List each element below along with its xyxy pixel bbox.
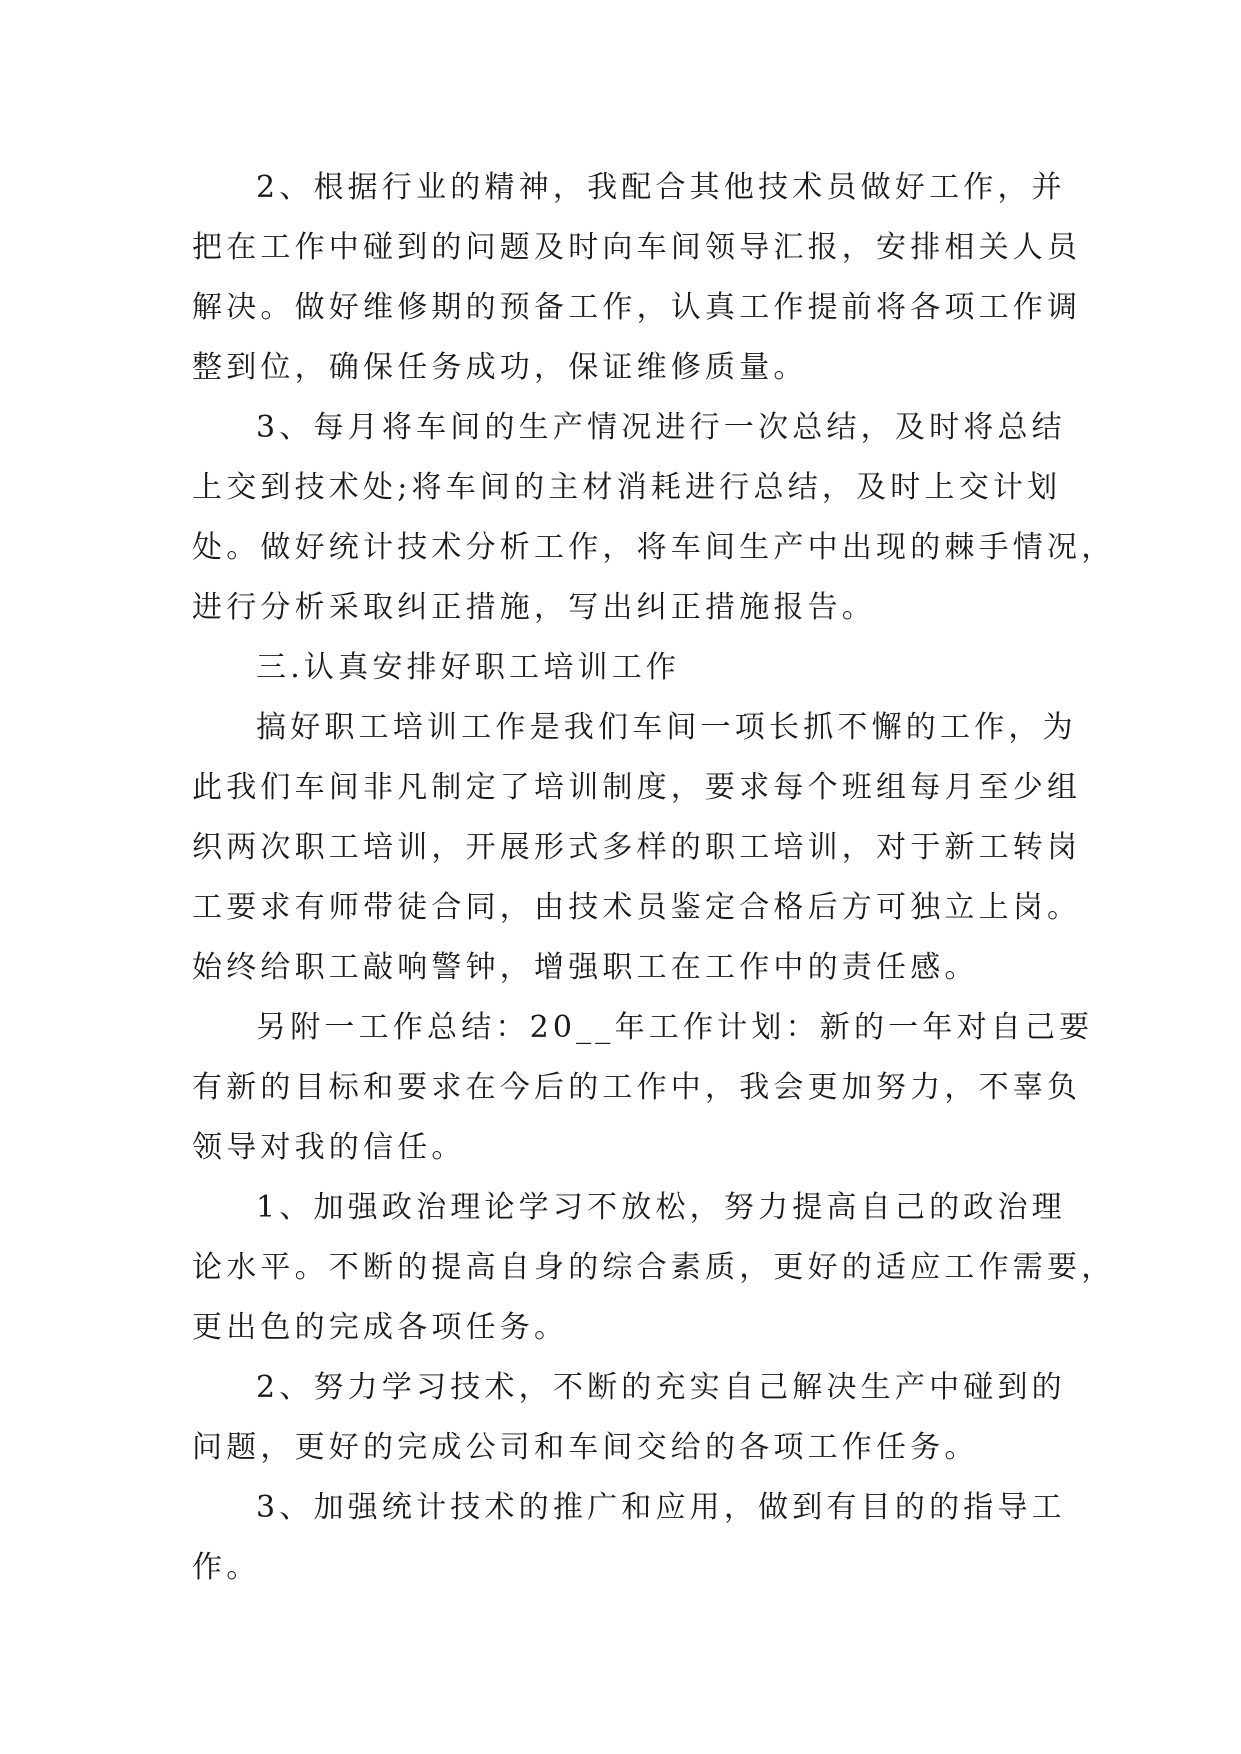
text-line: 论水平。不断的提高自身的综合素质，更好的适应工作需要， <box>192 1250 1116 1285</box>
text-line: 1、加强政治理论学习不放松，努力提高自己的政治理 <box>256 1190 1066 1225</box>
text-line: 问题，更好的完成公司和车间交给的各项工作任务。 <box>192 1430 979 1465</box>
text-line: 搞好职工培训工作是我们车间一项长抓不懈的工作，为 <box>256 710 1077 745</box>
paragraph-plan-item-3 <box>192 1478 1066 1598</box>
document-body <box>192 158 1116 1598</box>
text-line: 2、努力学习技术，不断的充实自己解决生产中碰到的 <box>256 1370 1066 1405</box>
paragraph-plan-item-2 <box>192 1358 1066 1478</box>
text-line: 进行分析采取纠正措施，写出纠正措施报告。 <box>192 590 876 625</box>
text-line: 2、根据行业的精神，我配合其他技术员做好工作，并 <box>256 170 1066 205</box>
text-line: 领导对我的信任。 <box>192 1130 466 1165</box>
text-line: 3、加强统计技术的推广和应用，做到有目的的指导工 <box>256 1490 1066 1525</box>
text-line: 上交到技术处;将车间的主材消耗进行总结，及时上交计划 <box>192 470 1062 505</box>
text-line: 织两次职工培训，开展形式多样的职工培训，对于新工转岗 <box>192 830 1082 865</box>
text-line: 把在工作中碰到的问题及时向车间领导汇报，安排相关人员 <box>192 230 1082 265</box>
text-line: 有新的目标和要求在今后的工作中，我会更加努力，不辜负 <box>192 1070 1082 1105</box>
paragraph-item-2-industry-spirit <box>192 158 1082 398</box>
text-line: 始终给职工敲响警钟，增强职工在工作中的责任感。 <box>192 950 979 985</box>
paragraph-plan-item-1 <box>192 1178 1116 1358</box>
section-heading-training <box>192 638 1054 698</box>
paragraph-appendix-plan <box>192 998 1094 1178</box>
text-line: 此我们车间非凡制定了培训制度，要求每个班组每月至少组 <box>192 770 1082 805</box>
text-line: 更出色的完成各项任务。 <box>192 1310 569 1345</box>
text-line: 另附一工作总结：20__年工作计划：新的一年对自己要 <box>256 1010 1094 1045</box>
paragraph-training <box>192 698 1082 998</box>
heading-line: 三.认真安排好职工培训工作 <box>256 650 681 685</box>
text-line: 整到位，确保任务成功，保证维修质量。 <box>192 350 808 385</box>
text-line: 作。 <box>192 1550 261 1585</box>
paragraph-item-3-monthly-summary <box>192 398 1116 638</box>
text-line: 处。做好统计技术分析工作，将车间生产中出现的棘手情况， <box>192 530 1116 565</box>
text-line: 解决。做好维修期的预备工作，认真工作提前将各项工作调 <box>192 290 1082 325</box>
text-line: 工要求有师带徒合同，由技术员鉴定合格后方可独立上岗。 <box>192 890 1082 925</box>
text-line: 3、每月将车间的生产情况进行一次总结，及时将总结 <box>256 410 1066 445</box>
